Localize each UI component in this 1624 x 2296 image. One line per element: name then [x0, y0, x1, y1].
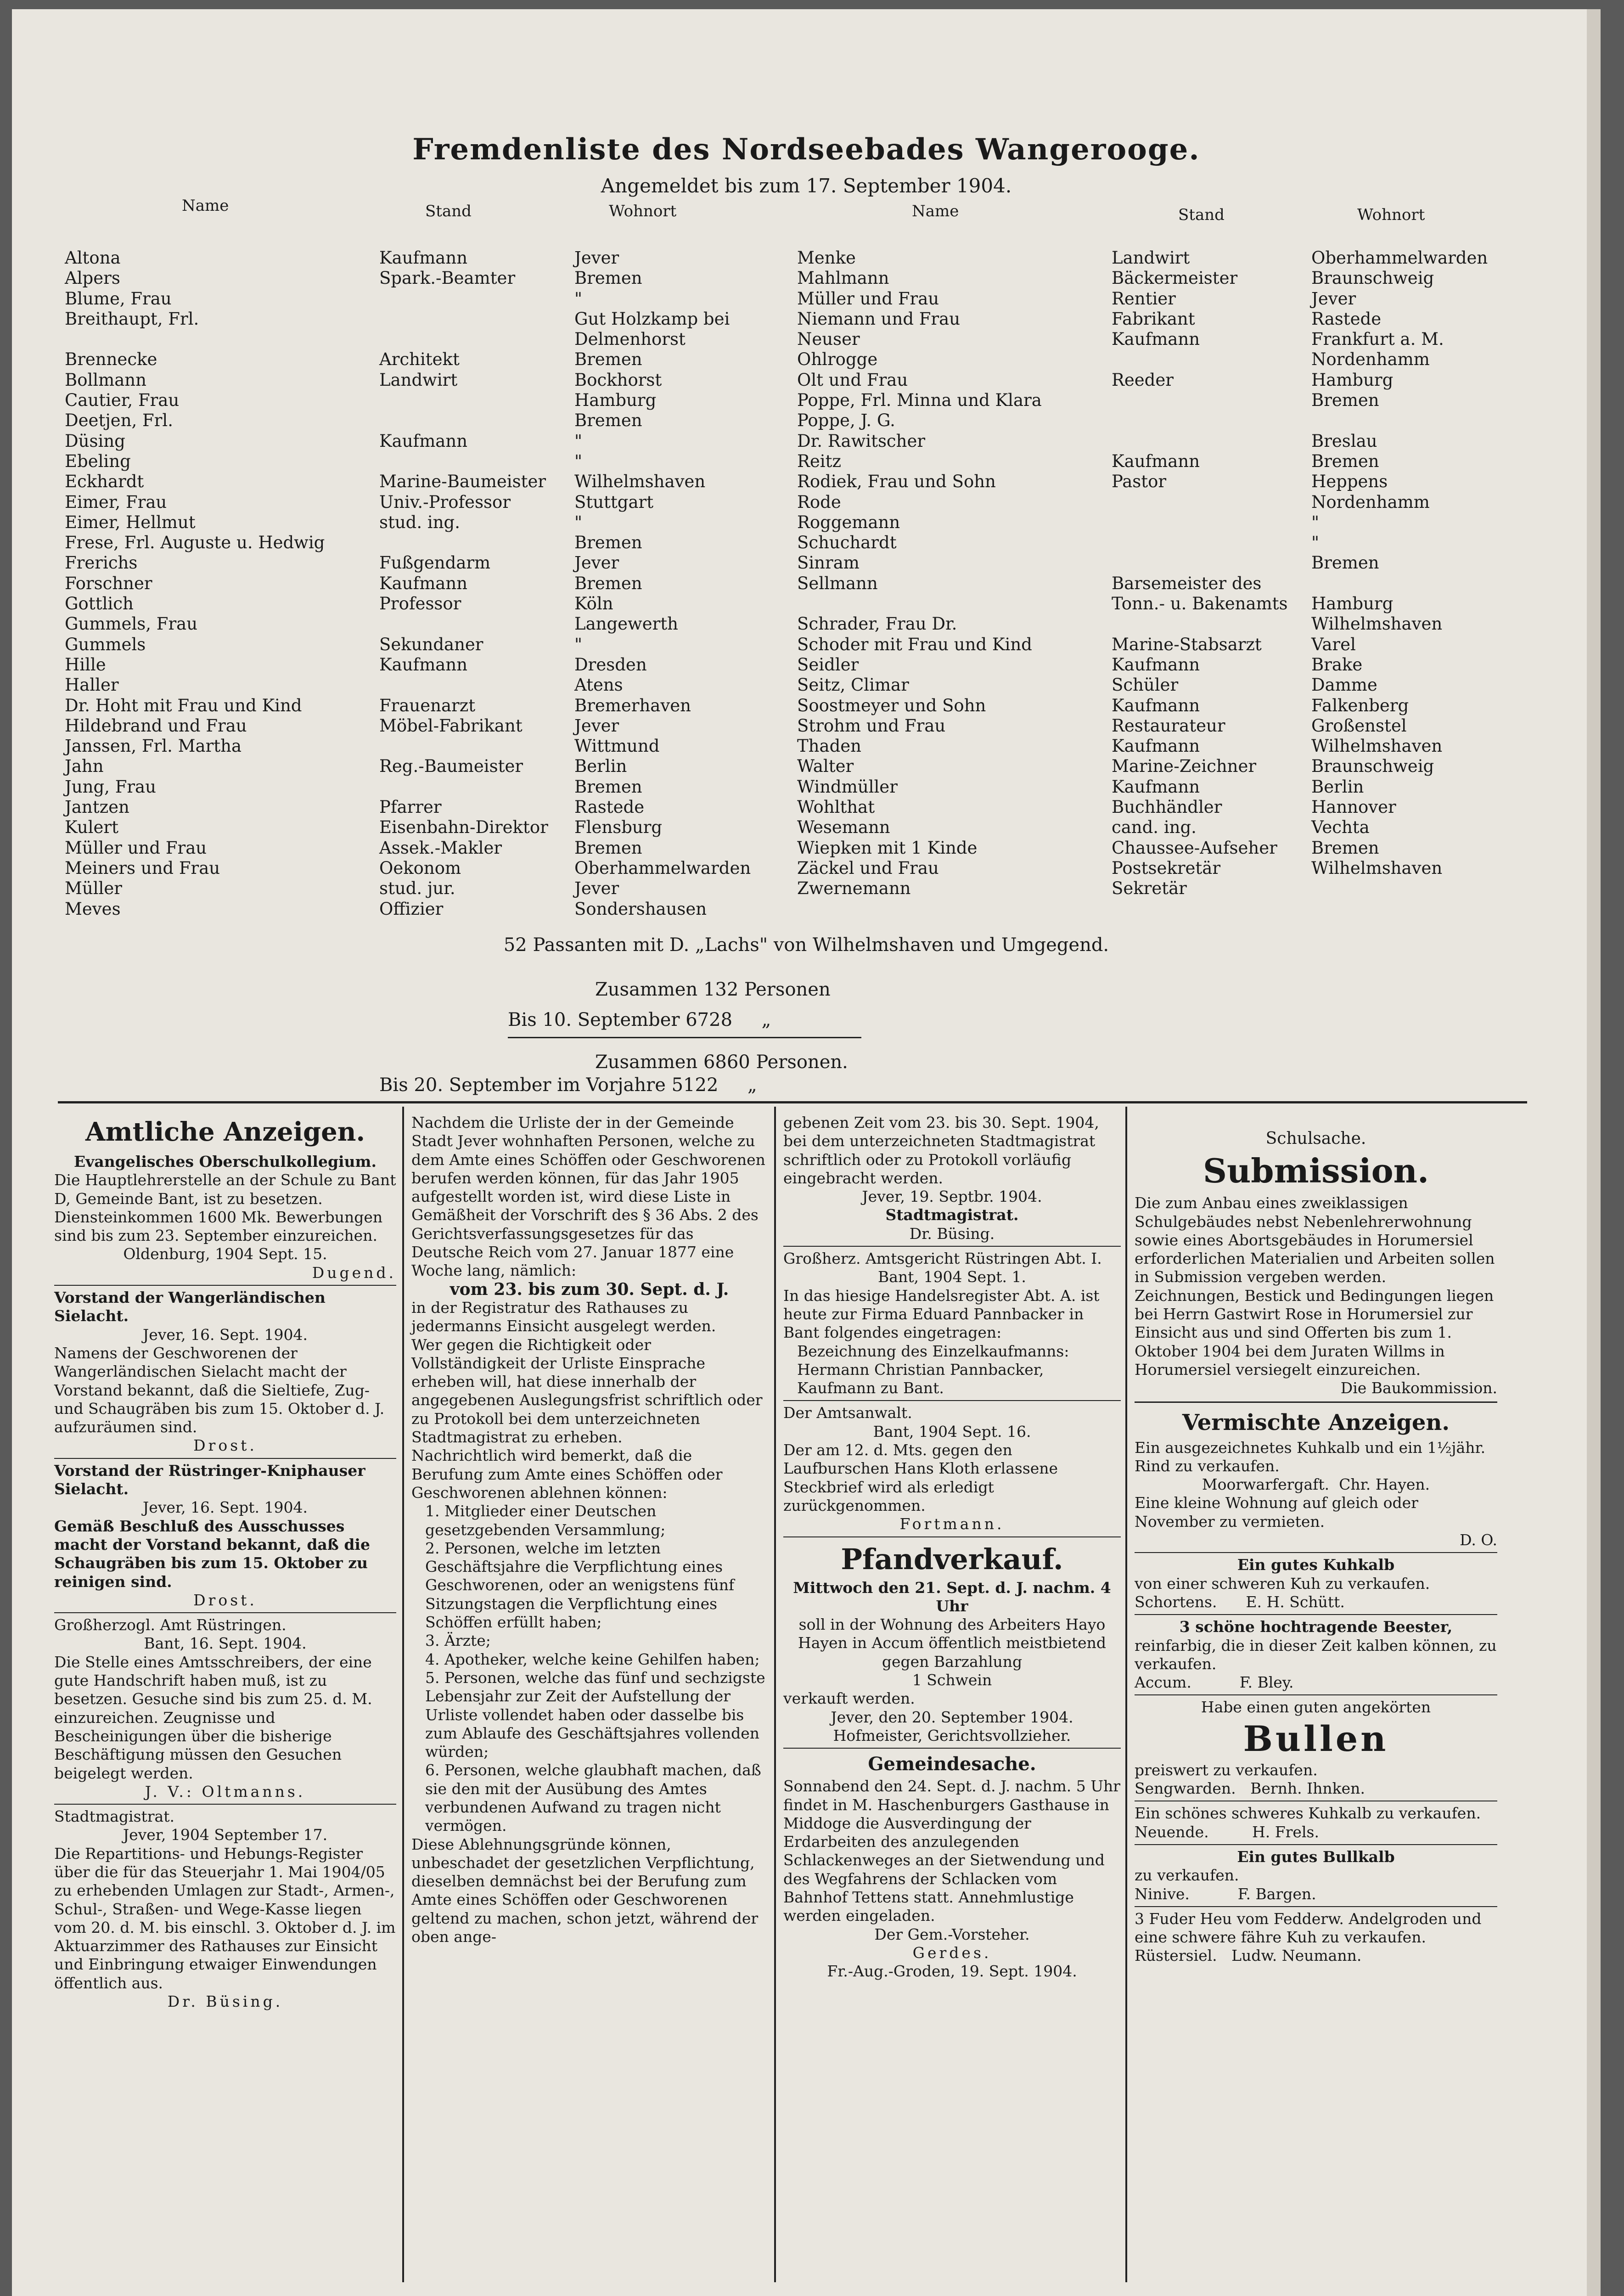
amtsanwalt-signature: Fortmann.	[899, 1515, 1005, 1533]
guest-stand-right: Landwirt Bäckermeister Rentier Fabrikant Kaufmann Reeder Kaufmann Pastor Barsemeister des Tonn.- u. Bakenamts Marine-Stabsarzt Kaufmann Schüler Kaufmann Restaurateur Kaufmann Marine-Zeichner Kaufmann Buchhändler cand. ing. Chaussee-Aufseher Postsekretär Sekretär	[1112, 248, 1288, 899]
classified-5-title: Bullen	[1243, 1718, 1389, 1759]
classified-4-title: 3 schöne hochtragende Beester,	[1179, 1618, 1453, 1636]
column-rule-3	[1125, 1107, 1127, 2282]
guest-wohnort-right: Oberhammelwarden Braunschweig Jever Rastede Frankfurt a. M. Nordenhamm Hamburg Bremen Breslau Bremen Heppens Nordenhamm " " Bremen Hamburg Wilhelmshaven Varel Brake Damme Falkenberg Großenstel Wilhelmshaven Braunschweig Berlin Hannover Vechta Bremen Wilhelmshaven	[1311, 248, 1488, 878]
column-1	[54, 1111, 401, 2011]
urliste-objection: Wer gegen die Richtigkeit oder Vollständigkeit der Urliste Einsprache erheben will, hat diese innerhalb der angegebenen Auslegungsfrist schriftlich oder zu Protokoll bei dem unterzeichneten Stadtmagistrat zu erheben.	[411, 1335, 768, 1446]
stadtmagistrat-org: Stadtmagistrat.	[885, 1206, 1019, 1224]
amtsgericht-body-2: Bezeichnung des Einzelkaufmanns: Hermann Christian Pannbacker, Kaufmann zu Bant.	[797, 1342, 1074, 1397]
ad4-signature: J. V.: Oltmanns.	[145, 1782, 306, 1801]
classified-3: von einer schweren Kuh zu verkaufen.	[1135, 1574, 1430, 1593]
classified-5-body: preiswert zu verkaufen.	[1135, 1761, 1318, 1779]
column-3	[783, 1114, 1125, 1981]
ad1-title: Evangelisches Oberschulkollegium.	[74, 1153, 376, 1171]
classified-2: Eine kleine Wohnung auf gleich oder November zu vermieten.	[1135, 1494, 1423, 1531]
pfandverkauf-signature: Hofmeister, Gerichtsvollzieher.	[833, 1726, 1071, 1745]
classified-1-signature: Moorwarfergaft. Chr. Hayen.	[1202, 1475, 1430, 1494]
submission-body-2: Zeichnungen, Bestick und Bedingungen liegen bei Herrn Gastwirt Rose in Horumersiel zur Einsicht aus und sind Offerten bis zum 1. Oktober 1904 bei dem Juraten Willms in Horumersiel versiegelt einzureichen.	[1135, 1286, 1499, 1379]
schulsache-heading: Schulsache.	[1265, 1129, 1366, 1148]
ad1-date: Oldenburg, 1904 Sept. 15.	[123, 1245, 327, 1263]
urliste-item-6: 6. Personen, welche glaubhaft machen, daß sie den mit der Ausübung des Amtes verbundenen Aufwand zu tragen nicht vermögen.	[425, 1761, 766, 1835]
column-2	[411, 1114, 770, 1946]
pfandverkauf-body-2: verkauft werden.	[783, 1689, 915, 1708]
section-divider	[58, 1101, 1527, 1103]
classified-8: 3 Fuder Heu vom Fedderw. Andelgroden und eine schwere fähre Kuh zu verkaufen.	[1135, 1909, 1486, 1947]
summary-zusammen-2: Zusammen 6860 Personen.	[595, 1052, 848, 1073]
guest-stand-left: Kaufmann Spark.-Beamter Architekt Landwirt Kaufmann Marine-Baumeister Univ.-Professor stud. ing. Fußgendarm Kaufmann Professor Sekundaner Kaufmann Frauenarzt Möbel-Fabrikant Reg.-Baumeister Pfarrer Eisenbahn-Direktor Assek.-Makler Oekonom stud. jur. Offizier	[379, 248, 548, 919]
gemeindesache-date: Fr.-Aug.-Groden, 19. Sept. 1904.	[827, 1962, 1077, 1981]
col-header-stand-left: Stand	[425, 202, 472, 220]
ad5-body: Die Repartitions- und Hebungs-Register über die für das Steuerjahr 1. Mai 1904/05 zu erhebenden Umlagen zur Stadt-, Armen-, Schul-, Straßen- und Wege-Kasse liegen vom 20. d. M. bis einschl. 3. Oktober d. J. im Aktuarzimmer des Rathauses zur Einsicht und Einbringung etwaiger Einwendungen öffentlich aus.	[54, 1844, 400, 1992]
gemeindesache-title: Gemeindesache.	[868, 1753, 1036, 1775]
submission-title: Submission.	[1203, 1151, 1429, 1191]
ad4-title: Großherzogl. Amt Rüstringen.	[54, 1616, 287, 1634]
newspaper-page	[12, 9, 1601, 2296]
amtsanwalt-title: Der Amtsanwalt.	[783, 1404, 912, 1422]
amtsgericht-body: In das hiesige Handelsregister Abt. A. ist heute zur Firma Eduard Pannbacker in Bant folgendes eingetragen:	[783, 1286, 1105, 1342]
amtliche-anzeigen-heading: Amtliche Anzeigen.	[85, 1117, 365, 1147]
amtsgericht-title: Großherz. Amtsgericht Rüstringen Abt. I.	[783, 1249, 1102, 1268]
classified-5-signature: Sengwarden. Bernh. Ihnken.	[1135, 1779, 1365, 1798]
stadtmagistrat-signature: Dr. Büsing.	[909, 1224, 995, 1243]
ad3-title: Vorstand der Rüstringer-Kniphauser Sielacht.	[54, 1461, 371, 1498]
summary-bis-20: Bis 20. September im Vorjahre 5122 „	[379, 1075, 757, 1096]
ad3-signature: Drost.	[193, 1591, 257, 1609]
ad3-body: Gemäß Beschluß des Ausschusses macht der Vorstand bekannt, daß die Schaugräben bis zum 15. Oktober zu reinigen sind.	[54, 1517, 376, 1591]
page-title: Fremdenliste des Nordseebades Wangerooge.	[412, 132, 1200, 167]
classified-5: Habe einen guten angekörten	[1201, 1698, 1431, 1716]
ad2-date: Jever, 16. Sept. 1904.	[142, 1325, 308, 1344]
classified-4-signature: Accum. F. Bley.	[1135, 1673, 1294, 1692]
ad2-title: Vorstand der Wangerländischen Sielacht.	[54, 1289, 331, 1325]
urliste-item-2: 2. Personen, welche im letzten Geschäftsjahre die Verpflichtung eines Geschworenen, oder an wenigstens fünf Sitzungstagen die Verpflichtung eines Schöffen erfüllt haben;	[425, 1539, 739, 1632]
guest-wohnort-left: Jever Bremen " Gut Holzkamp bei Delmenhorst Bremen Bockhorst Hamburg Bremen " " Wilhelmshaven Stuttgart " Bremen Jever Bremen Köln Langewerth " Dresden Atens Bremerhaven Jever Wittmund Berlin Bremen Rastede Flensburg Bremen Oberhammelwarden Jever Sondershausen	[574, 248, 751, 919]
classified-7-signature: Ninive. F. Bargen.	[1135, 1885, 1316, 1903]
urliste-item-3: 3. Ärzte;	[425, 1632, 491, 1650]
ad2-signature: Drost.	[193, 1436, 257, 1455]
ad5-date: Jever, 1904 September 17.	[123, 1826, 328, 1844]
summary-bis-10: Bis 10. September 6728 „	[508, 1009, 771, 1030]
pfandverkauf-date: Jever, den 20. September 1904.	[831, 1708, 1073, 1726]
page-subtitle: Angemeldet bis zum 17. September 1904.	[601, 174, 1012, 197]
urliste-item-1: 1. Mitglieder einer Deutschen gesetzgebenden Versammlung;	[425, 1502, 666, 1539]
guest-names-right: Menke Mahlmann Müller und Frau Niemann und Frau Neuser Ohlrogge Olt und Frau Poppe, Frl. Minna und Klara Poppe, J. G. Dr. Rawitscher Reitz Rodiek, Frau und Sohn Rode Roggemann Schuchardt Sinram Sellmann Schrader, Frau Dr. Schoder mit Frau und Kind Seidler Seitz, Climar Soostmeyer und Sohn Strohm und Frau Thaden Walter Windmüller Wohlthat Wesemann Wiepken mit 1 Kinde Zäckel und Frau Zwernemann	[797, 248, 1042, 899]
urliste-item-5: 5. Personen, welche das fünf und sechzigste Lebensjahr zur Zeit der Aufstellung der Urliste vollendet haben oder dasselbe bis zum Ablaufe des Geschäftsjahres vollenden würden;	[425, 1668, 770, 1761]
col-header-wohnort-left: Wohnort	[609, 202, 677, 220]
pfandverkauf-body: soll in der Wohnung des Arbeiters Hayo Hayen in Accum öffentlich meistbietend gegen Barzahlung	[798, 1615, 1111, 1671]
classified-6-signature: Neuende. H. Frels.	[1135, 1823, 1319, 1841]
classified-7-title: Ein gutes Bullkalb	[1237, 1847, 1395, 1866]
gemeindesache-signature: Gerdes.	[912, 1943, 992, 1962]
col-header-wohnort-right: Wohnort	[1357, 206, 1425, 224]
urliste-dates: vom 23. bis zum 30. Sept. d. J.	[450, 1279, 729, 1299]
classified-2-signature: D. O.	[1460, 1531, 1497, 1549]
pfandverkauf-title: Pfandverkauf.	[841, 1542, 1063, 1576]
classified-4: reinfarbig, die in dieser Zeit kalben können, zu verkaufen.	[1135, 1636, 1502, 1673]
stadtmagistrat-date: Jever, 19. Septbr. 1904.	[862, 1187, 1042, 1206]
gemeindesache-org: Der Gem.-Vorsteher.	[874, 1925, 1030, 1943]
column-rule-2	[774, 1107, 776, 2282]
classified-1: Ein ausgezeichnetes Kuhkalb und ein 1½jähr. Rind zu verkaufen.	[1135, 1438, 1490, 1475]
ad1-body: Die Hauptlehrerstelle an der Schule zu Bant D, Gemeinde Bant, ist zu besetzen. Diensteinkommen 1600 Mk. Bewerbungen sind bis zum 23. September einzureichen.	[54, 1171, 401, 1245]
amtsgericht-date: Bant, 1904 Sept. 1.	[878, 1268, 1026, 1286]
ad5-signature: Dr. Büsing.	[167, 1992, 283, 2011]
classified-3-signature: Schortens. E. H. Schütt.	[1135, 1593, 1345, 1611]
column-4	[1135, 1129, 1502, 1965]
guest-names-left: Altona Alpers Blume, Frau Breithaupt, Frl. Brennecke Bollmann Cautier, Frau Deetjen, Frl. Düsing Ebeling Eckhardt Eimer, Frau Eimer, Hellmut Frese, Frl. Auguste u. Hedwig Frerichs Forschner Gottlich Gummels, Frau Gummels Hille Haller Dr. Hoht mit Frau und Kind Hildebrand und Frau Janssen, Frl. Martha Jahn Jung, Frau Jantzen Kulert Müller und Frau Meiners und Frau Müller Meves	[65, 248, 325, 919]
ad2-body: Namens der Geschworenen der Wangerländischen Sielacht macht der Vorstand bekannt, daß die Sieltiefe, Zug- und Schaugräben bis zum 15. Oktober d. J. aufzuräumen sind.	[54, 1344, 389, 1436]
ad1-signature: Dugend.	[312, 1263, 396, 1282]
gemeindesache-body: Sonnabend den 24. Sept. d. J. nachm. 5 Uhr findet in M. Haschenburgers Gasthause in Middoge die Ausverdingung der Erdarbeiten des anzulegenden Schlackenweges an der Sietwendung und des Wegfahrens der Schlacken vom Bahnhof Tettens statt. Annehmlustige werden eingeladen.	[783, 1777, 1125, 1925]
classified-8-signature: Rüstersiel. Ludw. Neumann.	[1135, 1947, 1362, 1965]
pfandverkauf-item: 1 Schwein	[912, 1671, 992, 1689]
passanten-line: 52 Passanten mit D. „Lachs" von Wilhelmshaven und Umgegend.	[503, 934, 1109, 956]
classified-6: Ein schönes schweres Kuhkalb zu verkaufen.	[1135, 1804, 1481, 1823]
column-rule-1	[402, 1107, 404, 2282]
urliste-continued: gebenen Zeit vom 23. bis 30. Sept. 1904, bei dem unterzeichneten Stadtmagistrat schriftlich oder zu Protokoll vorläufig eingebracht werden.	[783, 1114, 1104, 1187]
ad4-date: Bant, 16. Sept. 1904.	[144, 1634, 307, 1653]
pfandverkauf-when: Mittwoch den 21. Sept. d. J. nachm. 4 Uhr	[793, 1578, 1117, 1615]
col-header-stand-right: Stand	[1178, 206, 1225, 224]
summary-rule	[508, 1037, 861, 1038]
urliste-intro: Nachdem die Urliste der in der Gemeinde Stadt Jever wohnhaften Personen, welche zu dem Amte eines Schöffen oder Geschworenen berufen werden können, für das Jahr 1905 aufgestellt worden ist, wird diese Liste in Gemäßheit der Vorschrift des § 36 Abs. 2 des Gerichtsverfassungsgesetzes für das Deutsche Reich vom 27. Januar 1877 eine Woche lang, nämlich:	[411, 1114, 770, 1280]
urliste-closing: Diese Ablehnungsgründe können, unbeschadet der gesetzlichen Verpflichtung, dieselben demnächst bei der Berufung zum Amte eines Schöffen oder Geschworenen geltend zu machen, schon jetzt, während der oben ange-	[411, 1835, 763, 1946]
col-header-name-right: Name	[912, 202, 959, 220]
urliste-notice: Nachrichtlich wird bemerkt, daß die Berufung zum Amte eines Schöffen oder Geschworenen ablehnen können:	[411, 1446, 727, 1502]
submission-signature: Die Baukommission.	[1340, 1379, 1497, 1397]
vermischte-anzeigen-heading: Vermischte Anzeigen.	[1182, 1409, 1450, 1435]
classified-3-title: Ein gutes Kuhkalb	[1237, 1556, 1395, 1574]
ad5-title: Stadtmagistrat.	[54, 1807, 174, 1826]
ad4-body: Die Stelle eines Amtsschreibers, der eine gute Handschrift haben muß, ist zu besetzen. Gesuche sind bis zum 25. d. M. einzureichen. Zeugnisse und Bescheinigungen über die bisherige Beschäftigung müssen den Gesuchen beigelegt werden.	[54, 1653, 377, 1782]
ad3-date: Jever, 16. Sept. 1904.	[142, 1498, 308, 1517]
classified-7: zu verkaufen.	[1135, 1866, 1239, 1885]
urliste-place: in der Registratur des Rathauses zu jedermanns Einsicht ausgelegt werden.	[411, 1298, 716, 1335]
urliste-item-4: 4. Apotheker, welche keine Gehilfen haben;	[425, 1650, 760, 1668]
amtsanwalt-date: Bant, 1904 Sept. 16.	[873, 1422, 1031, 1441]
submission-body: Die zum Anbau eines zweiklassigen Schulgebäudes nebst Nebenlehrerwohnung sowie eines Abortsgebäudes in Horumersiel erforderlichen Materialien und Arbeiten sollen in Submission vergeben werden.	[1135, 1194, 1500, 1286]
amtsanwalt-body: Der am 12. d. Mts. gegen den Laufburschen Hans Kloth erlassene Steckbrief wird als erledigt zurückgenommen.	[783, 1441, 1063, 1514]
summary-zusammen-1: Zusammen 132 Personen	[595, 979, 831, 1000]
col-header-name-left: Name	[182, 197, 229, 215]
